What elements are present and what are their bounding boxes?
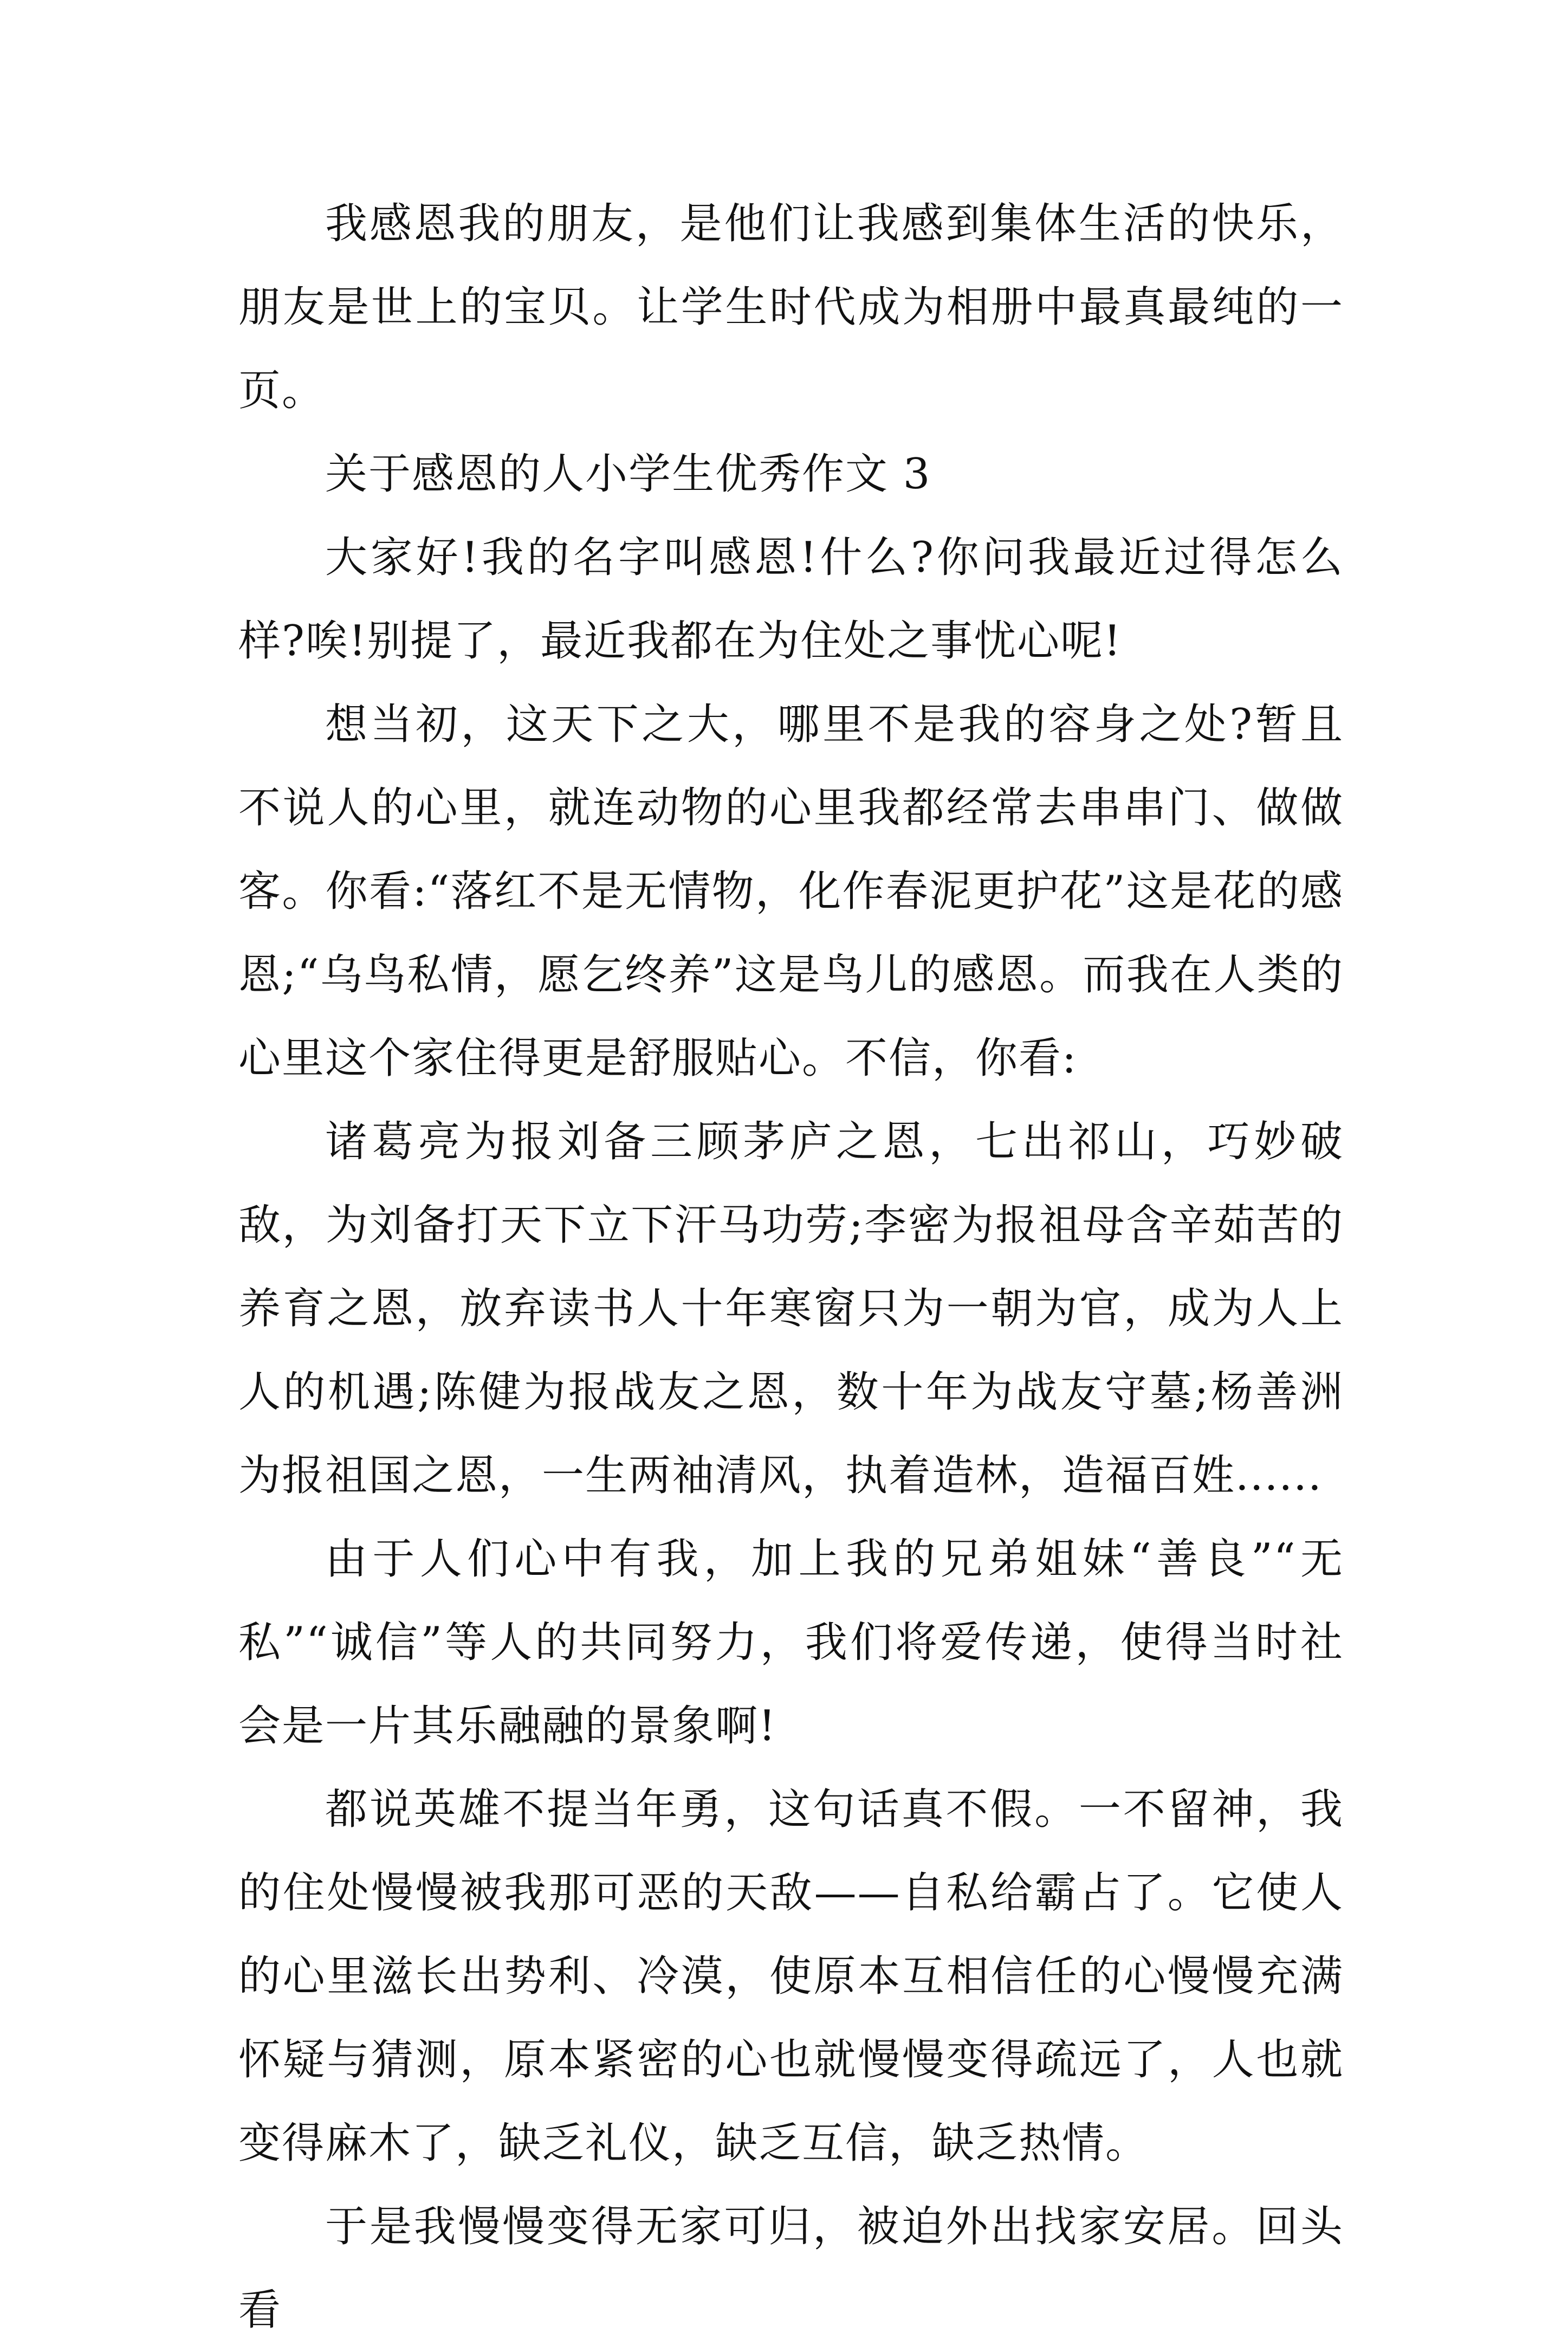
paragraph-selfishness: 都说英雄不提当年勇，这句话真不假。一不留神，我的住处慢慢被我那可恶的天敌——自私给霸占了。它使人的心里滋长出势利、冷漠，使原本互相信任的心慢慢充满怀疑与猜测，原本紧密的心也就慢慢变得疏远了，人也就变得麻木了，缺乏礼仪，缺乏互信，缺乏热情。	[238, 1785, 1344, 2168]
paragraph-greeting: 大家好!我的名字叫感恩!什么?你问我最近过得怎么样?唉!别提了，最近我都在为住处之事忧心呢!	[238, 533, 1344, 665]
paragraph-gratitude-friends: 我感恩我的朋友，是他们让我感到集体生活的快乐，朋友是世上的宝贝。让学生时代成为相册中最真最纯的一页。	[238, 199, 1344, 415]
paragraph-homeless: 于是我慢慢变得无家可归，被迫外出找家安居。回头看	[238, 2202, 1344, 2335]
paragraph-historical-examples: 诸葛亮为报刘备三顾茅庐之恩，七出祁山，巧妙破敌，为刘备打天下立下汗马功劳;李密为报祖母含辛茹苦的养育之恩，放弃读书人十年寒窗只为一朝为官，成为人上人的机遇;陈健为报战友之恩，数十年为战友守墓;杨善洲为报祖国之恩，一生两袖清风，执着造林，造福百姓......	[238, 1117, 1344, 1500]
paragraph-siblings: 由于人们心中有我，加上我的兄弟姐妹“善良”“无私”“诚信”等人的共同努力，我们将爱传递，使得当时社会是一片其乐融融的景象啊!	[238, 1535, 1344, 1750]
essay-heading: 关于感恩的人小学生优秀作文 3	[325, 450, 931, 499]
paragraph-past-home: 想当初，这天下之大，哪里不是我的容身之处?暂且不说人的心里，就连动物的心里我都经常去串串门、做做客。你看:“落红不是无情物，化作春泥更护花”这是花的感恩;“乌鸟私情，愿乞终养”这是鸟儿的感恩。而我在人类的心里这个家住得更是舒服贴心。不信，你看:	[238, 700, 1344, 1083]
document-body	[238, 182, 1344, 2352]
